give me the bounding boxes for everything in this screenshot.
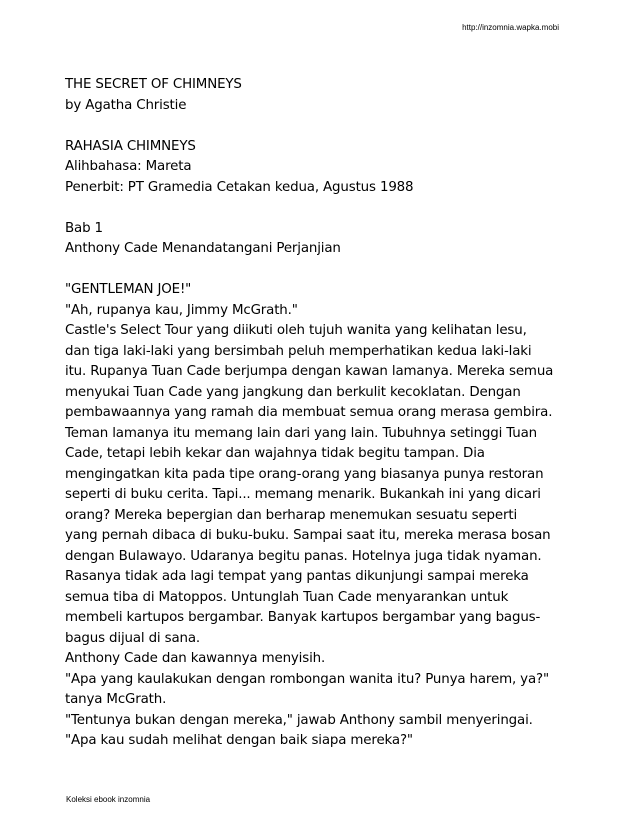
chapter-number: Bab 1 <box>65 220 103 236</box>
body-line: "Tentunya bukan dengan mereka," jawab Anthony sambil menyeringai. <box>65 712 533 728</box>
spacer <box>65 198 560 219</box>
body-line: "GENTLEMAN JOE!" <box>65 282 192 297</box>
body-line: seperti di buku cerita. Tapi... memang menarik. Bukankah ini yang dicari <box>65 487 541 502</box>
body-line: semua tiba di Matoppos. Untunglah Tuan Cade menyarankan untuk <box>65 589 509 605</box>
body-line: mengingatkan kita pada tipe orang-orang yang biasanya punya restoran <box>65 466 544 482</box>
body-line: orang? Mereka bepergian dan berharap menemukan sesuatu seperti <box>65 507 518 523</box>
body-line: tanya McGrath. <box>65 692 167 707</box>
body-line: dan tiga laki-laki yang bersimbah peluh memperhatikan kedua laki-laki <box>65 343 532 359</box>
body-line: Rasanya tidak ada lagi tempat yang pantas dikunjungi sampai mereka <box>65 569 529 584</box>
body-line: Teman lamanya itu memang lain dari yang lain. Tubuhnya setinggi Tuan <box>65 425 538 441</box>
publisher-line: Penerbit: PT Gramedia Cetakan kedua, Agustus 1988 <box>65 179 414 195</box>
document-body <box>65 75 560 752</box>
body-line: dengan Bulawayo. Udaranya begitu panas. Hotelnya juga tidak nyaman. <box>65 548 542 564</box>
body-line: pembawaannya yang ramah dia membuat semua orang merasa gembira. <box>65 405 553 420</box>
body-line: yang pernah dibaca di buku-buku. Sampai saat itu, mereka merasa bosan <box>65 528 551 543</box>
body-line: "Ah, rupanya kau, Jimmy McGrath." <box>65 302 298 318</box>
header-url: http://inzomnia.wapka.mobi <box>462 23 559 32</box>
body-line: menyukai Tuan Cade yang jangkung dan berkulit kecoklatan. Dengan <box>65 384 521 400</box>
body-line: Castle's Select Tour yang diikuti oleh tujuh wanita yang kelihatan lesu, <box>65 323 527 338</box>
spacer <box>65 116 560 137</box>
chapter-title: Anthony Cade Menandatangani Perjanjian <box>65 241 341 256</box>
body-line: bagus dijual di sana. <box>65 630 200 646</box>
book-title: THE SECRET OF CHIMNEYS <box>65 77 242 92</box>
translator-line: Alihbahasa: Mareta <box>65 159 192 174</box>
body-line: membeli kartupos bergambar. Banyak kartupos bergambar yang bagus- <box>65 610 541 625</box>
spacer <box>65 260 560 281</box>
body-line: Cade, tetapi lebih kekar dan wajahnya tidak begitu tampan. Dia <box>65 446 485 461</box>
body-line: "Apa yang kaulakukan dengan rombongan wanita itu? Punya harem, ya?" <box>65 671 549 687</box>
translated-title: RAHASIA CHIMNEYS <box>65 138 196 154</box>
body-line: "Apa kau sudah melihat dengan baik siapa mereka?" <box>65 733 413 748</box>
footer-note: Koleksi ebook inzomnia <box>66 795 151 804</box>
book-author: by Agatha Christie <box>65 97 187 113</box>
body-line: itu. Rupanya Tuan Cade berjumpa dengan kawan lamanya. Mereka semua <box>65 364 554 379</box>
body-line: Anthony Cade dan kawannya menyisih. <box>65 651 326 666</box>
